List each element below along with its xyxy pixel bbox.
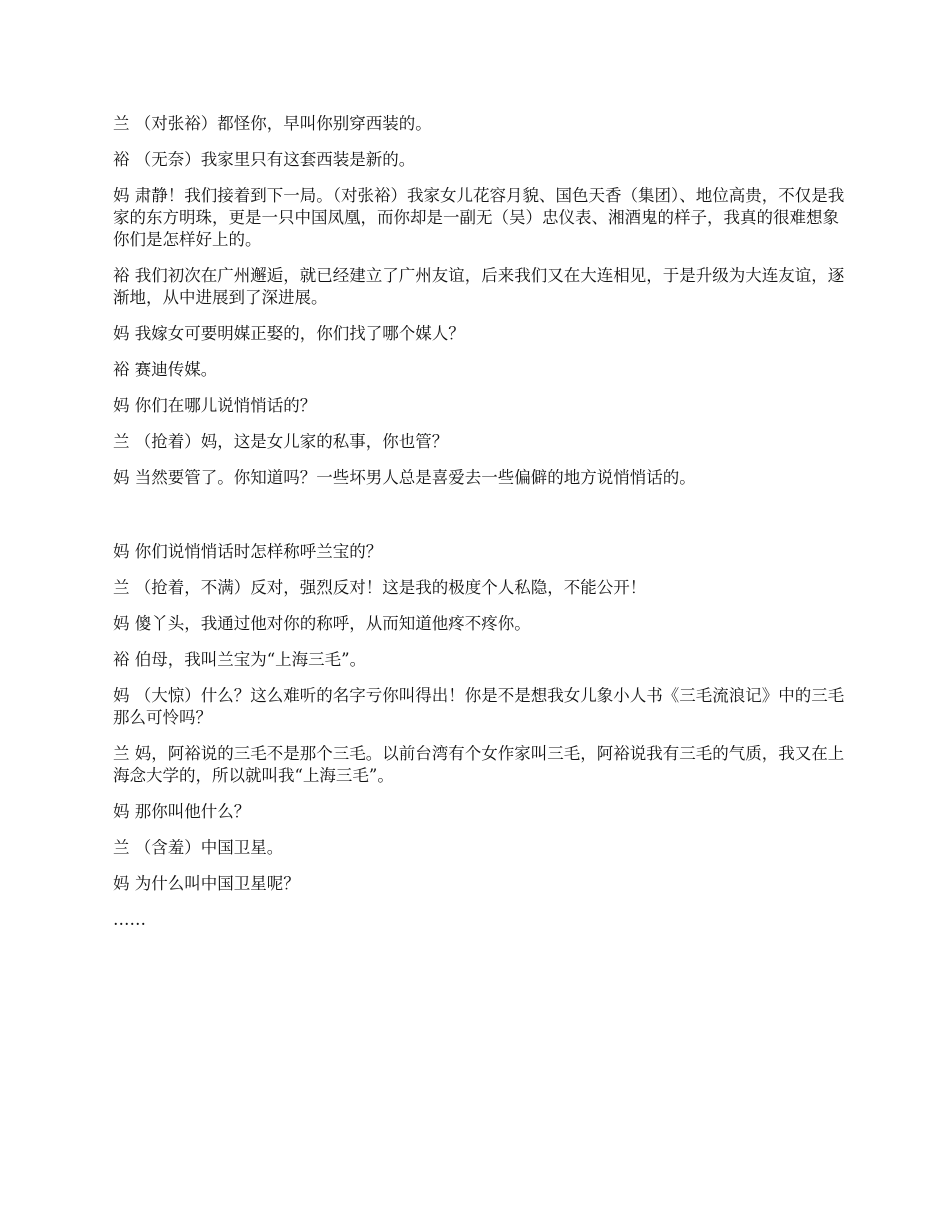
ellipsis: …… [113,910,146,929]
dialogue-line: 妈 你们说悄悄话时怎样称呼兰宝的？ [113,542,383,561]
dialogue-line: 裕 我们初次在广州邂逅，就已经建立了广州友谊，后来我们又在大连相见，于是升级为大连友谊，逐渐地，从中进展到了深进展。 [113,266,845,307]
dialogue-line: 妈 （大惊）什么？这么难听的名字亏你叫得出！你是不是想我女儿象小人书《三毛流浪记》中的三毛那么可怜吗？ [113,686,845,727]
dialogue-line: 兰 妈，阿裕说的三毛不是那个三毛。以前台湾有个女作家叫三毛，阿裕说我有三毛的气质，我又在上海念大学的，所以就叫我“上海三毛”。 [113,744,845,785]
dialogue-line: 妈 那你叫他什么？ [113,802,251,821]
dialogue-line: 妈 肃静！我们接着到下一局。（对张裕）我家女儿花容月貌、国色天香（集团）、地位高贵，不仅是我家的东方明珠，更是一只中国凤凰，而你却是一副无（吴）忠仪表、湘酒鬼的样子，我真的很难想象你们是怎样好上的。 [113,186,845,249]
dialogue-line: 兰 （抢着）妈，这是女儿家的私事，你也管？ [113,432,449,451]
dialogue-line: 妈 当然要管了。你知道吗？一些坏男人总是喜爱去一些偏僻的地方说悄悄话的。 [113,468,696,487]
dialogue-line: 兰 （含羞）中国卫星。 [113,838,284,857]
dialogue-line: 裕 伯母，我叫兰宝为“上海三毛”。 [113,650,367,669]
dialogue-line: 兰 （抢着，不满）反对，强烈反对！这是我的极度个人私隐，不能公开！ [113,578,647,597]
dialogue-line: 兰 （对张裕）都怪你，早叫你别穿西装的。 [113,114,432,133]
dialogue-line: 裕 赛迪传媒。 [113,360,218,379]
dialogue-line: 妈 傻丫头，我通过他对你的称呼，从而知道他疼不疼你。 [113,614,531,633]
dialogue-line: 裕 （无奈）我家里只有这套西装是新的。 [113,150,416,169]
dialogue-line: 妈 我嫁女可要明媒正娶的，你们找了哪个媒人？ [113,324,465,343]
dialogue-line: 妈 你们在哪儿说悄悄话的？ [113,396,317,415]
section-gap [113,503,850,541]
dialogue-line: 妈 为什么叫中国卫星呢？ [113,874,300,893]
